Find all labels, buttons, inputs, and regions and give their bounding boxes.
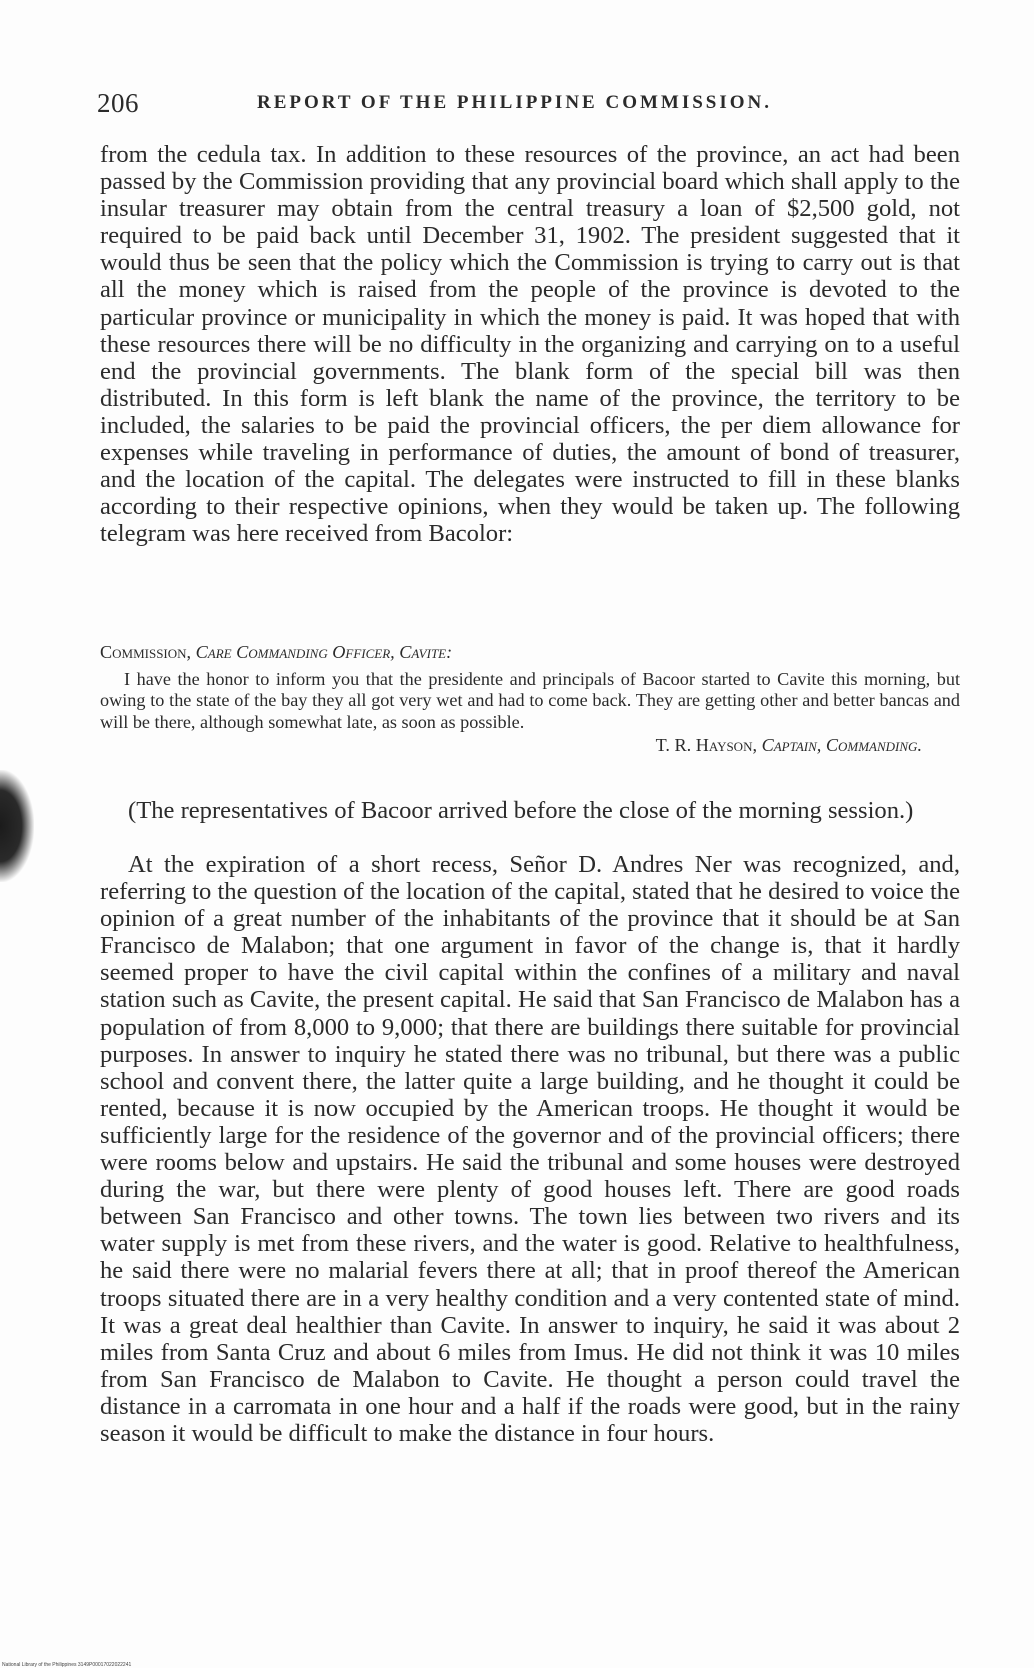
telegram-body: I have the honor to inform you that the presidente and principals of Bacoor started to Cavite this morning, but owing to the state of the bay they all got very wet and had to come back. They are getting other and better bancas and will be there, although somewhat late, as soon as possible. — [100, 669, 960, 732]
page-number: 206 — [97, 88, 139, 118]
telegram-salutation — [100, 642, 960, 663]
paragraph-andres-ner: At the expiration of a short recess, Señor D. Andres Ner was recognized, and, referring to the question of the location of the capital, stated that he desired to voice the opinion of a great number of the inhabitants of the province that it should be at San Francisco de Malabon; that one argument in favor of the change is, that it hardly seemed proper to have the civil capital within the confines of a military and naval station such as Cavite, the present capital. He said that San Francisco de Malabon has a population of from 8,000 to 9,000; that there are buildings there suitable for provincial purposes. In answer to inquiry he stated there was no tribunal, but there was a public school and convent there, the latter quite a large building, and he thought it could be rented, because it is now occupied by the American troops. He thought it would be sufficiently large for the residence of the governor and of the provincial officers; there were rooms below and upstairs. He said the tribunal and some houses were destroyed during the war, but there were plenty of good houses left. There are good roads between San Francisco and other towns. The town lies between two rivers and its water supply is met from these rivers, and the water is good. Relative to healthfulness, he said there were no malarial fevers there at all; that in proof thereof the American troops situated there are in a very healthy condition and a very contented state of mind. It was a great deal healthier than Cavite. In answer to inquiry, he said it was about 2 miles from Santa Cruz and about 6 miles from Imus. He did not think it was 10 miles from San Francisco de Malabon to Cavite. He thought a person could travel the distance in a carromata in one hour and a half if the roads were good, but in the rainy season it would be difficult to make the distance in four hours. — [100, 851, 960, 1447]
paragraph-bacoor-arrival: (The representatives of Bacoor arrived before the close of the morning session.) — [128, 797, 914, 824]
telegram-signature — [100, 735, 960, 756]
telegram-addressee: Commission, — [100, 642, 192, 662]
page-header — [97, 88, 937, 118]
telegram-signer-title: Captain, Commanding. — [761, 734, 922, 755]
telegram-block — [100, 642, 960, 756]
telegram-signer: T. R. Hayson, — [655, 734, 758, 755]
scan-footer-note: National Library of the Philippines 3149P00017022022241 — [2, 1662, 132, 1668]
paragraph-cedula-tax: from the cedula tax. In addition to these resources of the province, an act had been passed by the Commission providing that any provincial board which shall apply to the insular treasurer may obtain from the central treasury a loan of $2,500 gold, not required to be paid back until December 31, 1902. The president suggested that it would thus be seen that the policy which the Commission is trying to carry out is that all the money which is raised from the people of the province is devoted to the particular province or municipality in which the money is paid. It was hoped that with these resources there will be no difficulty in the organizing and carrying on to a useful end the provincial governments. The blank form of the special bill was then distributed. In this form is left blank the name of the province, the territory to be included, the salaries to be paid the provincial officers, the per diem allowance for expenses while traveling in performance of duties, the amount of bond of treasurer, and the location of the capital. The delegates were instructed to fill in these blanks according to their respective opinions, when they would be taken up. The following telegram was here received from Bacolor: — [100, 141, 960, 548]
running-head: REPORT OF THE PHILIPPINE COMMISSION. — [257, 92, 773, 113]
telegram-addressee-care: Care Commanding Officer, Cavite: — [195, 642, 453, 662]
binding-shadow — [0, 770, 34, 882]
